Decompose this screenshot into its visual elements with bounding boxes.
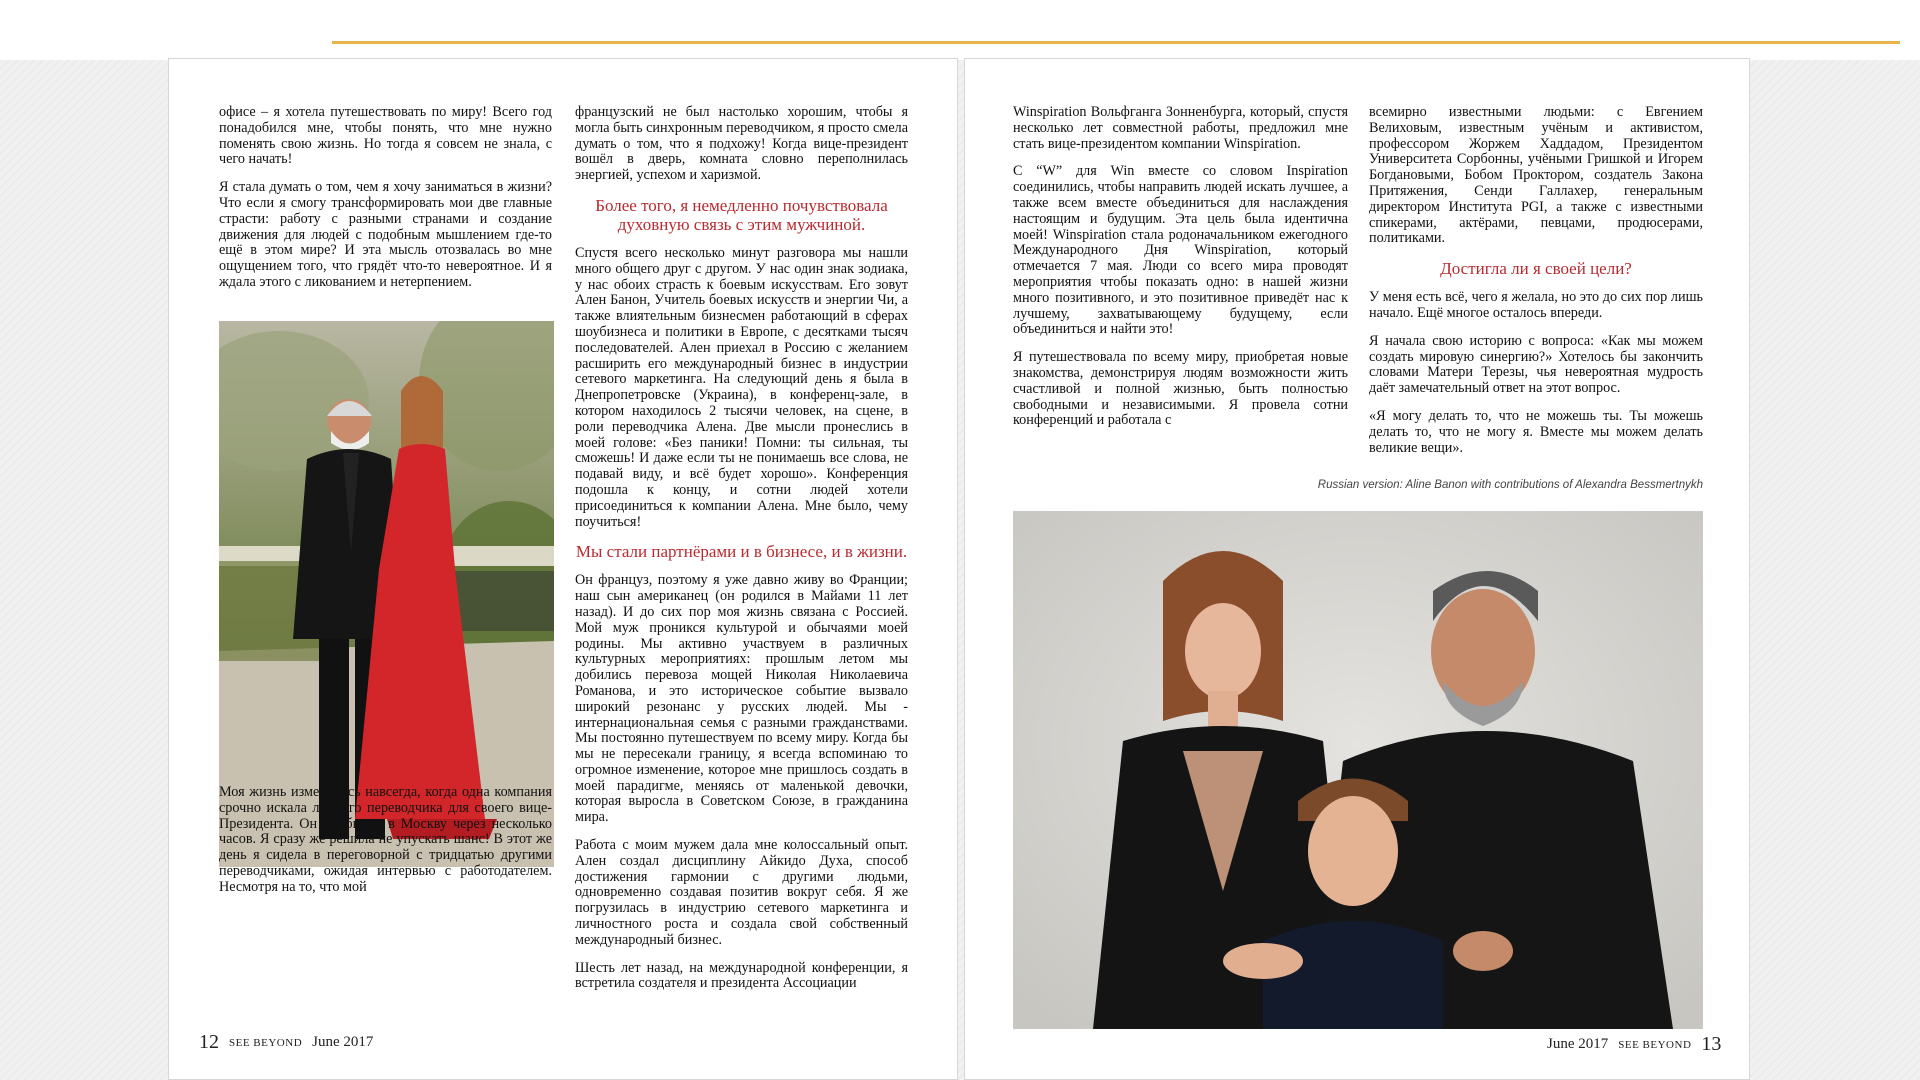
- paragraph: Работа с моим мужем дала мне колоссальный опыт. Ален создал дисциплину Айкидо Духа, способ достижения гармонии с другими людьми, одновременно создавая позитив вокруг себя. Я же погрузилась в индустрию сетевого маркетинга и личностного роста и создала свой собственный международный бизнес.: [575, 837, 908, 948]
- page-12-column-1: [219, 105, 552, 303]
- page-12-column-1-bottom: [219, 785, 552, 908]
- paragraph: Спустя всего несколько минут разговора мы нашли много общего друг с другом. У нас один знак зодиака, у нас обоих страсть к боевым искусствам. Его зовут Ален Банон, Учитель боевых искусств и энергии Чи, а также влиятельным бизнесмен работающий в сферах шоубизнеса и политики в Европе, с десятками тысяч последователей. Ален приехал в Россию с желанием расширить его международный бизнес в индустрии сетевого маркетинга. На следующий день я была в Днепропетровске (Украина), в конференц-зале, в котором находилось 2 тысячи человек, на сцене, в роли переводчика Алена. Две мысли пронеслись в моей голове: «Без паники! Помни: ты сильная, ты сможешь! И даже если ты не понимаешь все слова, не подавай виду, и всё будет хорошо». Конференция подошла к концу, и сотни людей хотели присоединиться к компании Алена. Мне было, чему поучиться!: [575, 244, 908, 530]
- paragraph: Он француз, поэтому я уже давно живу во Франции; наш сын американец (он родился в Майами 11 лет назад). И до сих пор моя жизнь связана с Россией. Мой муж проникся культурой и обычаями моей родины. Мы активно участвуем в различных культурных мероприятиях: прошлым летом мы добились перевоза мощей Николая Николаевича Романова, и это историческое событие вызвало широкий резонанс у русских людей. Мы - интернациональная семья с разными гражданствами. Мы постоянно путешествуем по всему миру. Когда бы мы не пересекали границу, я всегда вспоминаю то огромное изменение, которое мне пришлось создать в моей парадигме, меняясь от маленькой девочки, которая выросла в Советском Союзе, в гражданина мира.: [575, 572, 908, 826]
- page-12-footer: [199, 1031, 373, 1054]
- accent-divider: [332, 41, 1900, 44]
- issue-date: June 2017: [1547, 1036, 1609, 1052]
- section-subheading: Мы стали партнёрами и в бизнесе, и в жизни.: [575, 542, 908, 562]
- top-bar: [0, 0, 1920, 60]
- page-13-footer: [1547, 1033, 1721, 1056]
- paragraph: С “W” для Win вместе со словом Inspiration соединились, чтобы направить людей искать лучшее, а также всем вместе объединиться для наслаждения настоящим и будущим. Эта цель была идентична моей! Winspiration стала родоначальником ежегодного Международного Дня Winspiration, который отмечается 7 мая. Люди со всего мира проводят мероприятия чтобы показать одно: в нашей жизни много позитивного, и это позитивное приведёт нас к лучшему, захватывающему будущему, если объединиться и найти это!: [1013, 163, 1348, 338]
- translation-credit: Russian version: Aline Banon with contributions of Alexandra Bessmertnykh: [1317, 479, 1703, 491]
- paragraph: Winspiration Вольфганга Зонненбурга, который, спустя несколько лет совместной работы, предложил мне стать вице-президентом компании Winspiration.: [1013, 104, 1348, 152]
- magazine-page-12: [168, 58, 958, 1080]
- paragraph: всемирно известными людьми: с Евгением Велиховым, известным учёным и активистом, профессором Жоржем Хаддадом, Президентом Университета Сорбонны, учёными Гришкой и Игорем Богдановыми, Бобом Проктором, создатель Закона Притяжения, Сенди Галлахер, генеральным директором Института PGI, а также с известными спикерами, актёрами, певцами, продюсерами, политиками.: [1369, 104, 1703, 247]
- paragraph: Я стала думать о том, чем я хочу заниматься в жизни? Что если я смогу трансформировать мои две главные страсти: работу с разными странами и создание движения для людей с подобным мышлением где-то ещё в этом мире? И эта мысль отозвалась во мне ощущением того, что грядёт что-то невероятное. И я ждала этого с ликованием и нетерпением.: [219, 179, 552, 290]
- paragraph: французский не был настолько хорошим, чтобы я могла быть синхронным переводчиком, я просто смела думать о том, что я подхожу! Когда вице-президент вошёл в дверь, комната словно переполнилась энергией, успехом и харизмой.: [575, 104, 908, 184]
- pull-quote: Более того, я немедленно почувствовала духовную связь с этим мужчиной.: [595, 195, 888, 234]
- paragraph: У меня есть всё, чего я желала, но это до сих пор лишь начало. Ещё многое осталось впереди.: [1369, 289, 1703, 321]
- magazine-page-13: [964, 58, 1750, 1080]
- issue-date: June 2017: [312, 1034, 374, 1050]
- section-subheading: Достигла ли я своей цели?: [1440, 259, 1632, 279]
- page-number: 13: [1701, 1033, 1722, 1055]
- paragraph: Я начала свою историю с вопроса: «Как мы можем создать мировую синергию?» Хотелось бы закончить словами Матери Терезы, чья невероятная мудрость даёт замечательный ответ на этот вопрос.: [1369, 332, 1703, 397]
- family-portrait-photo: [1013, 511, 1703, 1029]
- paragraph: «Я могу делать то, что не можешь ты. Ты можешь делать то, что не могу я. Вместе мы можем делать великие вещи».: [1369, 407, 1703, 456]
- page-13-column-1: [1013, 105, 1348, 441]
- page-12-column-2: [575, 105, 908, 1004]
- magazine-brand: SEE BEYOND: [1618, 1038, 1692, 1051]
- page-13-column-2: [1369, 105, 1703, 468]
- page-number: 12: [199, 1031, 219, 1053]
- paragraph: Моя жизнь изменилась навсегда, когда одна компания срочно искала личного переводчика для своего вице-Президента. Он прибывал в Москву через несколько часов. Я сразу же решила не упускать шанс! В этот же день я сидела в переговорной с тридцатью другими переводчиками, ожидая интервью с работодателем. Несмотря на то, что мой: [219, 784, 552, 895]
- paragraph: офисе – я хотела путешествовать по миру! Всего год понадобился мне, чтобы понять, что мне нужно поменять свою жизнь. Но тогда я совсем не знала, с чего начать!: [219, 104, 552, 168]
- paragraph: Шесть лет назад, на международной конференции, я встретила создателя и президента Ассоциации: [575, 959, 908, 992]
- magazine-brand: SEE BEYOND: [229, 1036, 303, 1049]
- paragraph: Я путешествовала по всему миру, приобретая новые знакомства, демонстрируя людям возможности жить счастливой и полной жизнью, быть полностью свободными и независимыми. Я провела сотни конференций и работала с: [1013, 349, 1348, 429]
